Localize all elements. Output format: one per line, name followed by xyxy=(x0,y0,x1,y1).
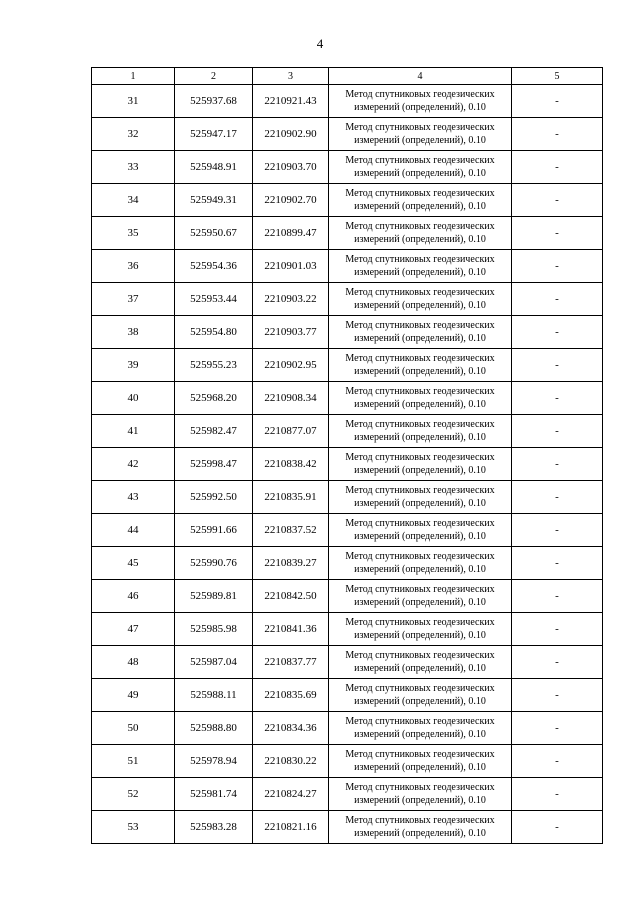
note-cell: - xyxy=(512,415,603,448)
note-cell: - xyxy=(512,679,603,712)
point-number-cell: 51 xyxy=(92,745,175,778)
point-number-cell: 48 xyxy=(92,646,175,679)
x-coordinate-cell: 525992.50 xyxy=(175,481,253,514)
y-coordinate-cell: 2210908.34 xyxy=(253,382,329,415)
y-coordinate-cell: 2210824.27 xyxy=(253,778,329,811)
header-cell-3: 3 xyxy=(253,68,329,85)
x-coordinate-cell: 525968.20 xyxy=(175,382,253,415)
method-cell: Метод спутниковых геодезических измерений (определений), 0.10 xyxy=(329,679,512,712)
table-row xyxy=(92,514,603,547)
y-coordinate-cell: 2210902.70 xyxy=(253,184,329,217)
y-coordinate-cell: 2210830.22 xyxy=(253,745,329,778)
point-number-cell: 41 xyxy=(92,415,175,448)
note-cell: - xyxy=(512,349,603,382)
x-coordinate-cell: 525950.67 xyxy=(175,217,253,250)
note-cell: - xyxy=(512,250,603,283)
note-cell: - xyxy=(512,580,603,613)
note-cell: - xyxy=(512,316,603,349)
table-row xyxy=(92,85,603,118)
x-coordinate-cell: 525983.28 xyxy=(175,811,253,844)
x-coordinate-cell: 525989.81 xyxy=(175,580,253,613)
table-row xyxy=(92,118,603,151)
note-cell: - xyxy=(512,811,603,844)
table-row xyxy=(92,646,603,679)
method-cell: Метод спутниковых геодезических измерений (определений), 0.10 xyxy=(329,349,512,382)
method-cell: Метод спутниковых геодезических измерений (определений), 0.10 xyxy=(329,448,512,481)
y-coordinate-cell: 2210821.16 xyxy=(253,811,329,844)
point-number-cell: 52 xyxy=(92,778,175,811)
y-coordinate-cell: 2210838.42 xyxy=(253,448,329,481)
table-row xyxy=(92,217,603,250)
x-coordinate-cell: 525990.76 xyxy=(175,547,253,580)
point-number-cell: 32 xyxy=(92,118,175,151)
table-row xyxy=(92,679,603,712)
point-number-cell: 35 xyxy=(92,217,175,250)
method-cell: Метод спутниковых геодезических измерений (определений), 0.10 xyxy=(329,778,512,811)
method-cell: Метод спутниковых геодезических измерений (определений), 0.10 xyxy=(329,613,512,646)
table-row xyxy=(92,745,603,778)
x-coordinate-cell: 525953.44 xyxy=(175,283,253,316)
point-number-cell: 37 xyxy=(92,283,175,316)
y-coordinate-cell: 2210837.52 xyxy=(253,514,329,547)
table-row xyxy=(92,613,603,646)
method-cell: Метод спутниковых геодезических измерений (определений), 0.10 xyxy=(329,646,512,679)
x-coordinate-cell: 525988.11 xyxy=(175,679,253,712)
method-cell: Метод спутниковых геодезических измерений (определений), 0.10 xyxy=(329,580,512,613)
point-number-cell: 47 xyxy=(92,613,175,646)
point-number-cell: 46 xyxy=(92,580,175,613)
y-coordinate-cell: 2210903.70 xyxy=(253,151,329,184)
note-cell: - xyxy=(512,85,603,118)
point-number-cell: 34 xyxy=(92,184,175,217)
x-coordinate-cell: 525948.91 xyxy=(175,151,253,184)
table-row xyxy=(92,184,603,217)
table-row xyxy=(92,316,603,349)
y-coordinate-cell: 2210834.36 xyxy=(253,712,329,745)
table-row xyxy=(92,382,603,415)
point-number-cell: 44 xyxy=(92,514,175,547)
y-coordinate-cell: 2210837.77 xyxy=(253,646,329,679)
table-row xyxy=(92,481,603,514)
x-coordinate-cell: 525991.66 xyxy=(175,514,253,547)
y-coordinate-cell: 2210835.91 xyxy=(253,481,329,514)
x-coordinate-cell: 525937.68 xyxy=(175,85,253,118)
y-coordinate-cell: 2210841.36 xyxy=(253,613,329,646)
y-coordinate-cell: 2210902.95 xyxy=(253,349,329,382)
point-number-cell: 50 xyxy=(92,712,175,745)
method-cell: Метод спутниковых геодезических измерений (определений), 0.10 xyxy=(329,712,512,745)
point-number-cell: 49 xyxy=(92,679,175,712)
point-number-cell: 36 xyxy=(92,250,175,283)
method-cell: Метод спутниковых геодезических измерений (определений), 0.10 xyxy=(329,316,512,349)
point-number-cell: 43 xyxy=(92,481,175,514)
page-number: 4 xyxy=(316,36,324,51)
point-number-cell: 38 xyxy=(92,316,175,349)
note-cell: - xyxy=(512,151,603,184)
note-cell: - xyxy=(512,283,603,316)
x-coordinate-cell: 525947.17 xyxy=(175,118,253,151)
coordinates-table xyxy=(91,67,603,844)
x-coordinate-cell: 525985.98 xyxy=(175,613,253,646)
note-cell: - xyxy=(512,646,603,679)
note-cell: - xyxy=(512,778,603,811)
point-number-cell: 31 xyxy=(92,85,175,118)
method-cell: Метод спутниковых геодезических измерений (определений), 0.10 xyxy=(329,745,512,778)
y-coordinate-cell: 2210903.77 xyxy=(253,316,329,349)
note-cell: - xyxy=(512,547,603,580)
x-coordinate-cell: 525949.31 xyxy=(175,184,253,217)
point-number-cell: 33 xyxy=(92,151,175,184)
y-coordinate-cell: 2210903.22 xyxy=(253,283,329,316)
x-coordinate-cell: 525954.80 xyxy=(175,316,253,349)
table-row xyxy=(92,712,603,745)
header-cell-2: 2 xyxy=(175,68,253,85)
x-coordinate-cell: 525998.47 xyxy=(175,448,253,481)
method-cell: Метод спутниковых геодезических измерений (определений), 0.10 xyxy=(329,118,512,151)
table-row xyxy=(92,811,603,844)
y-coordinate-cell: 2210839.27 xyxy=(253,547,329,580)
table-row xyxy=(92,250,603,283)
method-cell: Метод спутниковых геодезических измерений (определений), 0.10 xyxy=(329,283,512,316)
header-row xyxy=(92,68,603,85)
note-cell: - xyxy=(512,514,603,547)
note-cell: - xyxy=(512,481,603,514)
table-row xyxy=(92,283,603,316)
table-row xyxy=(92,448,603,481)
point-number-cell: 45 xyxy=(92,547,175,580)
table-row xyxy=(92,415,603,448)
method-cell: Метод спутниковых геодезических измерений (определений), 0.10 xyxy=(329,217,512,250)
method-cell: Метод спутниковых геодезических измерений (определений), 0.10 xyxy=(329,481,512,514)
method-cell: Метод спутниковых геодезических измерений (определений), 0.10 xyxy=(329,151,512,184)
method-cell: Метод спутниковых геодезических измерений (определений), 0.10 xyxy=(329,514,512,547)
y-coordinate-cell: 2210877.07 xyxy=(253,415,329,448)
point-number-cell: 39 xyxy=(92,349,175,382)
method-cell: Метод спутниковых геодезических измерений (определений), 0.10 xyxy=(329,382,512,415)
note-cell: - xyxy=(512,448,603,481)
note-cell: - xyxy=(512,118,603,151)
x-coordinate-cell: 525981.74 xyxy=(175,778,253,811)
note-cell: - xyxy=(512,712,603,745)
x-coordinate-cell: 525954.36 xyxy=(175,250,253,283)
table-row xyxy=(92,547,603,580)
method-cell: Метод спутниковых геодезических измерений (определений), 0.10 xyxy=(329,85,512,118)
method-cell: Метод спутниковых геодезических измерений (определений), 0.10 xyxy=(329,250,512,283)
y-coordinate-cell: 2210901.03 xyxy=(253,250,329,283)
note-cell: - xyxy=(512,184,603,217)
y-coordinate-cell: 2210835.69 xyxy=(253,679,329,712)
point-number-cell: 40 xyxy=(92,382,175,415)
x-coordinate-cell: 525987.04 xyxy=(175,646,253,679)
x-coordinate-cell: 525982.47 xyxy=(175,415,253,448)
table-row xyxy=(92,349,603,382)
method-cell: Метод спутниковых геодезических измерений (определений), 0.10 xyxy=(329,811,512,844)
note-cell: - xyxy=(512,745,603,778)
table-row xyxy=(92,151,603,184)
header-cell-4: 4 xyxy=(329,68,512,85)
header-cell-5: 5 xyxy=(512,68,603,85)
x-coordinate-cell: 525978.94 xyxy=(175,745,253,778)
method-cell: Метод спутниковых геодезических измерений (определений), 0.10 xyxy=(329,415,512,448)
note-cell: - xyxy=(512,217,603,250)
table-row xyxy=(92,778,603,811)
y-coordinate-cell: 2210921.43 xyxy=(253,85,329,118)
note-cell: - xyxy=(512,613,603,646)
x-coordinate-cell: 525988.80 xyxy=(175,712,253,745)
x-coordinate-cell: 525955.23 xyxy=(175,349,253,382)
y-coordinate-cell: 2210899.47 xyxy=(253,217,329,250)
table-row xyxy=(92,580,603,613)
note-cell: - xyxy=(512,382,603,415)
method-cell: Метод спутниковых геодезических измерений (определений), 0.10 xyxy=(329,184,512,217)
method-cell: Метод спутниковых геодезических измерений (определений), 0.10 xyxy=(329,547,512,580)
y-coordinate-cell: 2210842.50 xyxy=(253,580,329,613)
header-cell-1: 1 xyxy=(92,68,175,85)
point-number-cell: 53 xyxy=(92,811,175,844)
point-number-cell: 42 xyxy=(92,448,175,481)
y-coordinate-cell: 2210902.90 xyxy=(253,118,329,151)
